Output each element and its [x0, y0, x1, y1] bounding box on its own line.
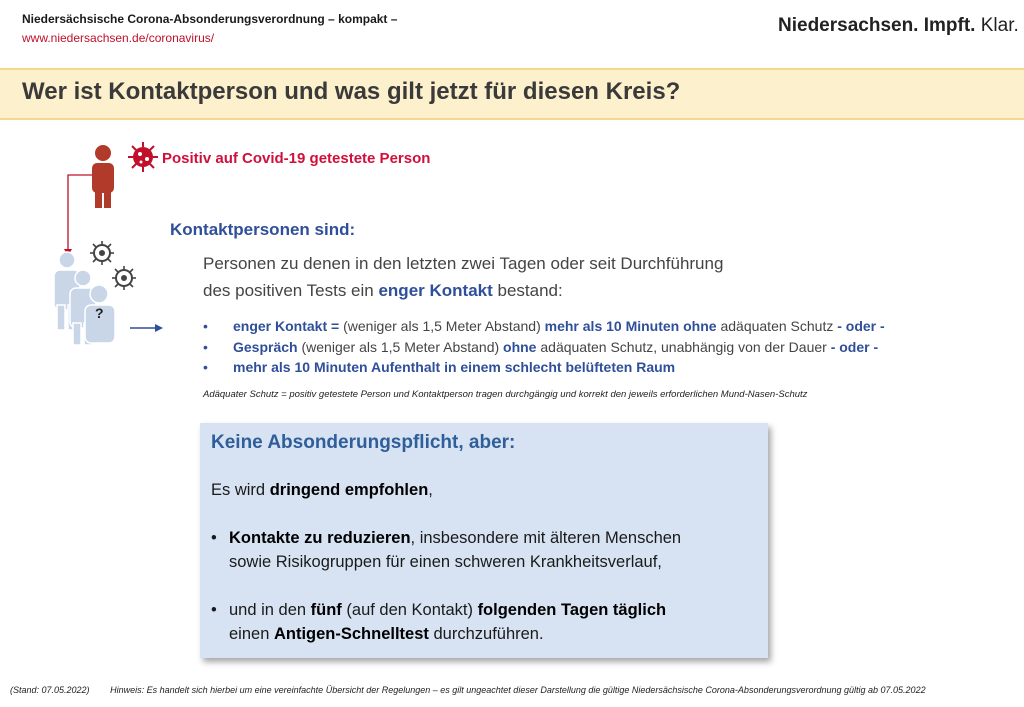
page-title: Wer ist Kontaktperson und was gilt jetzt für diesen Kreis? — [22, 78, 681, 105]
contacts-intro: Personen zu denen in den letzten zwei Tagen oder seit Durchführung des positiven Tests ein enger Kontakt bestand: — [203, 254, 724, 300]
logo-text-bold: Niedersachsen. Impft. — [778, 15, 976, 36]
footer-note: Hinweis: Es handelt sich hierbei um eine vereinfachte Übersicht der Regelungen – es gilt ungeachtet dieser Darstellung die gültige Niedersächsische Corona-Absonderungsverordnung gültig ab 07.05.2022 — [110, 685, 926, 695]
question-mark: ? — [95, 305, 104, 321]
contact-criteria-list — [203, 316, 885, 378]
list-item: • mehr als 10 Minuten Aufenthalt in einem schlecht belüfteten Raum — [203, 359, 676, 375]
arrow-right-icon — [130, 322, 164, 334]
document-title: Niedersächsische Corona-Absonderungsverordnung – kompakt – — [22, 12, 398, 26]
list-item: • und in den fünf (auf den Kontakt) folgenden Tagen täglich einen Antigen-Schnelltest durchzuführen. — [211, 601, 667, 643]
virus-grey-icon — [90, 241, 114, 265]
list-item: • Kontakte zu reduzieren, insbesondere mit älteren Menschen sowie Risikogruppen für einen schweren Krankheitsverlauf, — [211, 529, 682, 571]
website-link[interactable]: www.niedersachsen.de/coronavirus/ — [22, 31, 215, 45]
logo-text-light: Klar. — [980, 15, 1019, 36]
footer — [10, 685, 926, 695]
contact-diagram — [40, 130, 170, 350]
footer-date: (Stand: 07.05.2022) — [10, 685, 90, 695]
contact-persons-icon — [54, 252, 115, 345]
contacts-heading: Kontaktpersonen sind: — [170, 220, 356, 239]
recommendation-heading: Keine Absonderungspflicht, aber: — [211, 432, 516, 453]
positive-person-label: Positiv auf Covid-19 getestete Person — [162, 150, 431, 167]
virus-grey-icon — [112, 266, 136, 290]
list-item: • enger Kontakt = (weniger als 1,5 Meter Abstand) mehr als 10 Minuten ohne adäquaten Schutz - oder - — [203, 318, 885, 334]
recommendation-body: Es wird dringend empfohlen, • Kontakte zu reduzieren, insbesondere mit älteren Menschen sowie Risikogruppen für einen schweren Krankheitsverlauf, • und in den fünf (auf den Kontakt) folgenden Tagen täglich einen Antigen-Schnelltest durchzuführen. — [211, 478, 761, 646]
niedersachsen-logo — [770, 6, 1019, 46]
virus-red-icon — [128, 142, 158, 172]
protection-note: Adäquater Schutz = positiv getestete Person und Kontaktperson tragen durchgängig und korrekt den jeweils erforderlichen Mund-Nasen-Schutz — [203, 389, 808, 400]
list-item: • Gespräch (weniger als 1,5 Meter Abstand) ohne adäquaten Schutz, unabhängig von der Dauer - oder - — [203, 338, 879, 355]
positive-person-icon — [92, 145, 114, 208]
